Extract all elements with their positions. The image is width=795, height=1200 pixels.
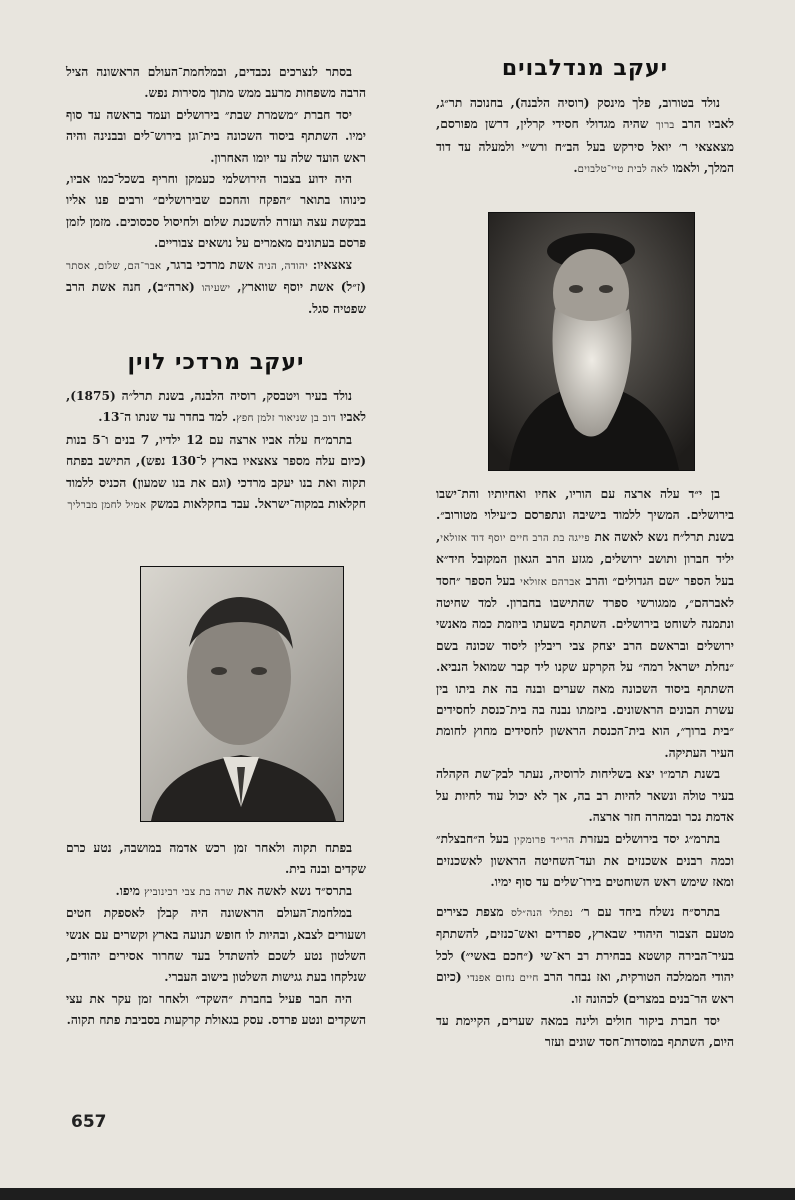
paragraph: בסתר לנצרכים נכבדים, ובמלחמת־העולם הראשונה הציל הרבה משפחות מרעב ממש מתוך מסירות נפש. — [66, 65, 366, 101]
paragraph: בן י״ד עלה ארצה עם הוריו, אחיו ואחיותיו והת־ישבו בירושלים. המשיך ללמוד בישיבה ונתפרסם כ״עילוי מטורוב״. בשנת תרל״ח נשא לאשה את פייגה בת הרב חיים יוסף דוד אזולאי, יליד חברון ותושב ירושלים, מגזע הרב הגאון המקובל חיד״א בעל הספר ״שם הגדולים״ והרב אברהם אזולאי בעל הספר ״חסד לאברהם״, ממגורשי ספרד שהתישבו בחברון. למד שחיטה ונתמנה לשוחט בירושלים. השתתף בשעתו ביוזמת כמה מאנשי ירושלים ובראשם הרב יצחק צבי ריבלין ליסוד שכונה בשם ״נחלת ישראל רמה״ על הקרקע שקנו ליד קבר שמואל הנביא. השתתף ביסוד השכונה מאה שערים ובנה בה את ביתו בין עשרת הבונים הראשונים. ביזמתו נבנה בה בית־כנסת לחסידים ״בית ברוך״, הוא בית־הכנסת הראשון לחסידים מחוץ לחומת העיר העתיקה. — [436, 487, 734, 760]
paragraph: יסד חברת ״משמרת שבת״ בירושלים ועמד בראשה עד סוף ימיו. השתתף ביסוד השכונה בית־וגן בירוש־לים ובבנינה והיה ראש הועד שלה עד יומו האחרון. — [66, 107, 366, 165]
paragraph: נולד בעיר ויטבסק, רוסיה הלבנה, בשנת תרל״ה (1875), לאביו דוב בן שניאור זלמן חפץ. למד בחדר עד שנתו ה־13. — [66, 389, 366, 425]
article-title-levin: יעקב מרדכי לוין — [127, 350, 305, 375]
page-number: 657 — [71, 1112, 107, 1132]
scan-border — [0, 1188, 795, 1200]
portrait-photo-levin — [140, 566, 344, 822]
portrait-photo-mandelbaum — [488, 212, 695, 471]
paragraph: במלחמת־העולם הראשונה היה קבלן לאספקת חטים ושעורים לצבא, ובהיות לו חופש תנועה בארץ וקשרים עם אנשי השלטון נטע לשכם להשתדל בעד שחרור אסירים יהודים, שנלקחו בעת גגישות השלטון בישוב העברי. — [66, 906, 366, 985]
paragraph: בתרס״ח נשלח ביחד עם ר׳ נפתלי הנה״לס מצפת כצירים מטעם הצבור היהודי שבארץ, ספרדים ואש־כנזים, להשתתף בעיר־הבירה קושטא בבחירת רב רא־שי (״חכם באשי״) לכל יהודי הממלכה הטורקית, ואז נבחר הרב חיים נחום אפנדי (כיום ראש הר־בנים במצרים) לכהונה זו. — [436, 904, 734, 1007]
paragraph: יסד חברת ביקור חולים ולינה במאה שערים, הקיימת עד היום, השתתף במוסדות־חסד שונים ועזר — [436, 1013, 734, 1050]
article-levin-body — [66, 838, 366, 1032]
paragraph: נולד בטורוב, פלך מינסק (רוסיה הלבנה), בחנוכה תר״ג, לאביו הרב ברוך שהיה מגדולי חסידי קרלין, דרשן מפורסם, מצאצאי ר׳ יואל סירקש בעל הב״ח ורש״י ולמעלה עד דוד המלך, ולאמו לאה לבית טיי־טלבוים. — [436, 96, 734, 176]
paragraph: בפתח תקוה ולאחר זמן רכש אדמה במושבה, נטע כרם שקדים ובנה בית. — [66, 841, 366, 877]
paragraph: היה חבר פעיל בחברת ״השקד״ ולאחר זמן עקר את עצי השקדים ונטע פרדס. עסק בגאולת קרקעות בסביבת פתח תקוה. — [66, 991, 366, 1028]
article-levin-intro — [66, 386, 366, 516]
descendants-paragraph: צאצאיו: יהודה, הניה אשת מרדכי ברגר, אבר־הם, שלום, אסתר (ז״ל) אשת יוסף שווארץ, ישעיהו (ארה״ב), חנה אשת הרב שפטיה סגל. — [66, 257, 366, 317]
paragraph: בשנת תרמ״ו יצא בשליחות לרוסיה, נעתר לבק־שת הקהלה בעיר טולה ונשאר להיות רב בה, אך לא יכול עוד לחיות על אדמת נכר ובמהרה חזר ארצה. — [436, 767, 734, 825]
article-mandelbaum-body — [436, 484, 734, 1054]
article-mandelbaum-intro — [436, 93, 734, 181]
paragraph: בתרמ״ח עלה אביו ארצה עם 12 ילדיו, 7 בנים ו־5 בנות (כיום עלה מספר צאצאיו בארץ ל־130 נפש), התישב בפתח תקוה ואת בנו יעקב מרדכי (וגם את בנו שמעון) הכניס ללמוד חקלאות במקוה־ישראל. עבד בחקלאות במשק אמיל לחמן מברליך — [66, 432, 366, 512]
paragraph: בתרמ״ג יסד בירושלים בעזרת הרי״ד פרומקין בעל ה״חבצלת״ וכמה רבנים אשכנזים את ועד־השחיטה הראשון לאשכנזים ומאז שימש ראש השוחטים בירו־שלים עד סוף ימיו. — [436, 831, 734, 890]
paragraph: היה ידוע בצבור הירושלמי כעמקן וחריף בשכל־כמו אביו, כינוהו בתואר ״הפקח והחכם שבירושלים״ ורבים פנו אליו בבקשת עצה ועזרה להשכנת שלום ולחיסול סכסוכים. מזמן לזמן פרסם בעתונים מאמרים על נושאים צבוריים. — [66, 172, 366, 251]
article-mandelbaum-continued — [66, 62, 366, 321]
article-title-mandelbaum: יעקב מנדלבוים — [501, 56, 669, 81]
paragraph: בתרס״ד נשא לאשה את שרה בת צבי רבינוביץ מיפו. — [115, 883, 352, 898]
